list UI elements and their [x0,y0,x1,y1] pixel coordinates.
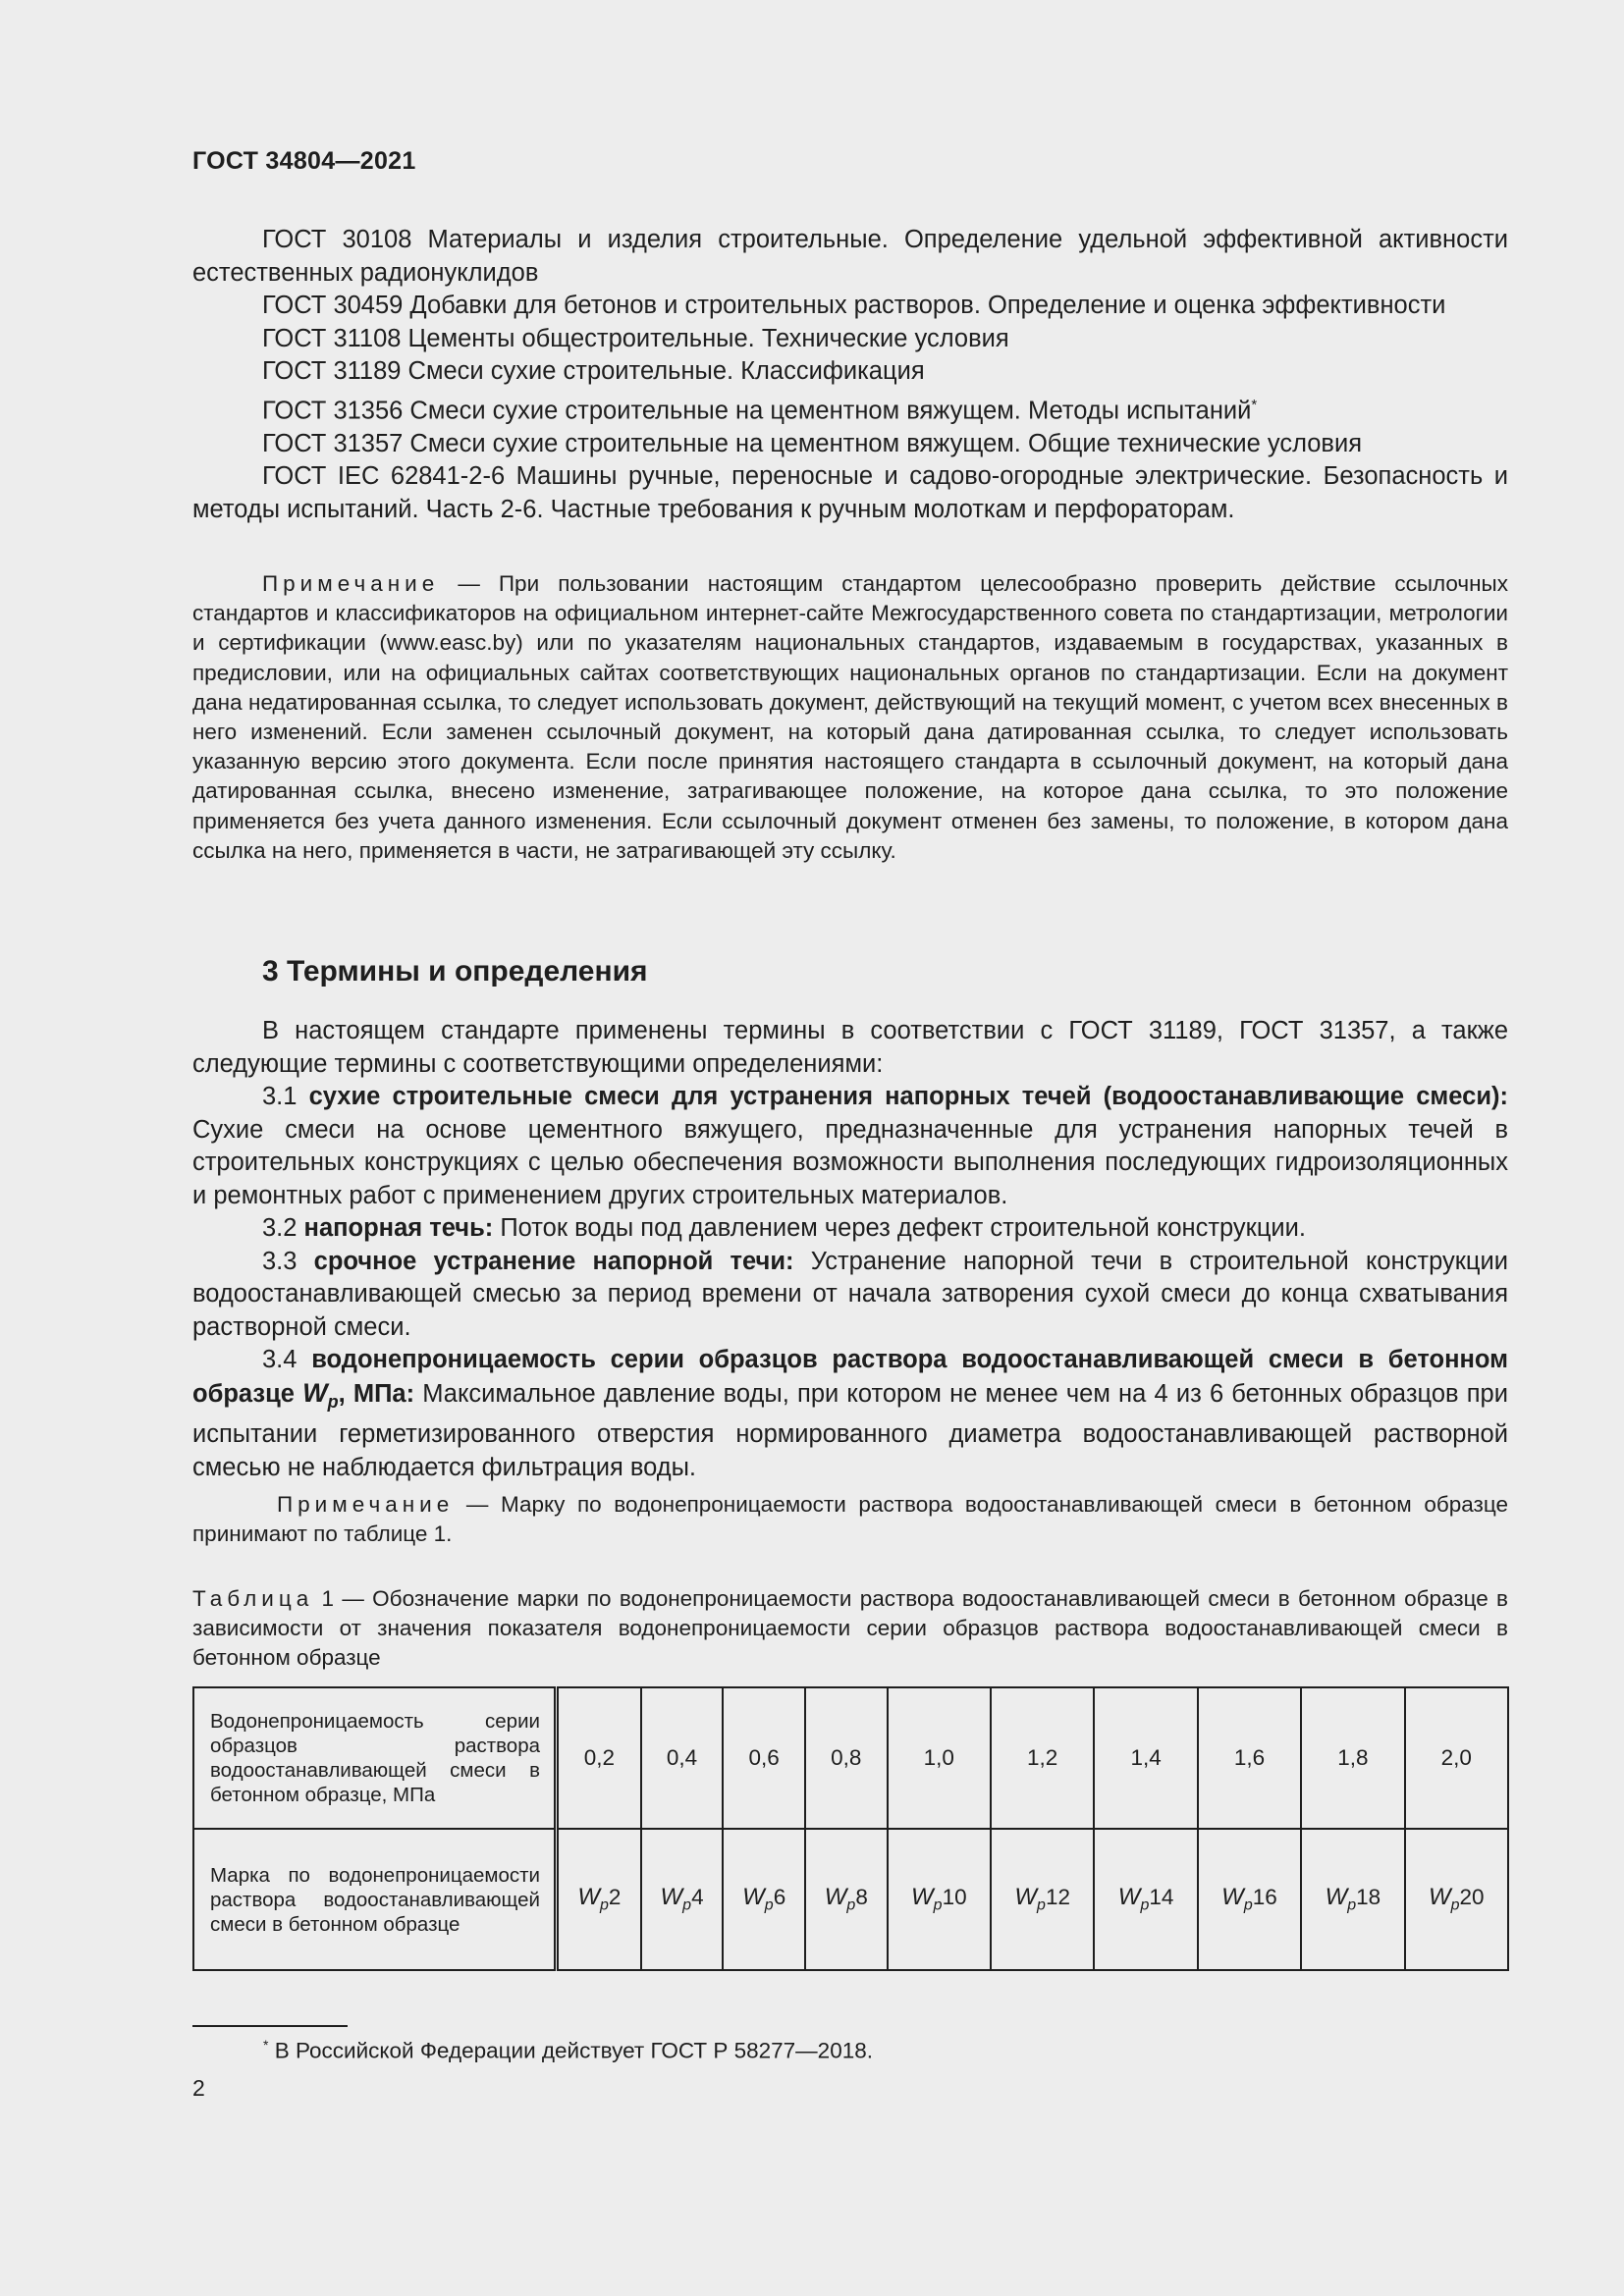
reference-item: ГОСТ 31189 Смеси сухие строительные. Классификация [262,357,925,385]
mark-symbol: W [1221,1884,1244,1911]
term-symbol [302,1377,339,1412]
normative-references [192,224,1508,526]
caption-text: 1 — Обозначение марки по водонепроницаемости раствора водоостанавливающей смеси в бетонном образце в зависимости от значения показателя водонепроницаемости серии образцов раствора водоостанавливающей смеси в бетонном образце [192,1586,1508,1671]
table-cell [1198,1829,1301,1970]
term-item [192,1344,1508,1484]
table-1 [192,1686,1509,1971]
reference-item: ГОСТ 30108 Материалы и изделия строительные. Определение удельной эффективной активности естественных радионуклидов [192,226,1508,287]
term-item [192,1081,1508,1212]
term-number: 3.4 [262,1346,298,1373]
symbol-sub: p [327,1391,339,1412]
mark-symbol: W [742,1884,765,1911]
mark-value: 10 [942,1885,967,1910]
mark-value: 20 [1459,1885,1485,1910]
mark-symbol: W [660,1884,683,1911]
term-definition: Максимальное давление воды, при котором не менее чем на 4 из 6 бетонных образцов при испытании герметизированного отверстия нормированного диаметра водоостанавливающей растворной смесью не наблюдается фильтрация воды. [192,1379,1508,1481]
note-text: — Марку по водонепроницаемости раствора водоостанавливающей смеси в бетонном образце принимают по таблице 1. [192,1492,1508,1547]
mark-sub: p [1450,1896,1460,1914]
mark-symbol: W [824,1884,847,1911]
page-number: 2 [192,2075,205,2101]
row-header: Водонепроницаемость серии образцов раствора водоостанавливающей смеси в бетонном образце, МПа [193,1687,557,1829]
note-references [192,569,1508,866]
document-header: ГОСТ 34804—2021 [192,147,416,175]
table-cell [1405,1829,1508,1970]
mark-sub: p [933,1896,943,1914]
terms-list [192,1015,1508,1484]
table-cell: 0,8 [805,1687,888,1829]
terms-intro: В настоящем стандарте применены термины в соответствии с ГОСТ 31189, ГОСТ 31357, а также следующие термины с соответствующими определениями: [192,1017,1508,1078]
table-cell [991,1829,1094,1970]
table-cell: 0,2 [557,1687,641,1829]
reference-item: ГОСТ IEC 62841-2-6 Машины ручные, переносные и садово-огородные электрические. Безопасность и методы испытаний. Часть 2-6. Частные требования к ручным молоткам и перфораторам. [192,462,1508,523]
row-header: Марка по водонепроницаемости раствора водоостанавливающей смеси в бетонном образце [193,1829,557,1970]
mark-symbol: W [1325,1884,1348,1911]
term-number: 3.1 [262,1083,298,1110]
table-cell [888,1829,991,1970]
mark-value: 14 [1149,1885,1174,1910]
table-cell: 1,0 [888,1687,991,1829]
table-cell: 1,2 [991,1687,1094,1829]
mark-symbol: W [577,1884,600,1911]
note-label: Примечание [262,571,440,596]
table-cell: 1,4 [1094,1687,1197,1829]
section-title: 3 Термины и определения [262,955,648,988]
term-name: напорная течь: [303,1214,494,1242]
mark-value: 2 [608,1885,622,1910]
footnote [263,2030,873,2066]
table-row [193,1687,1508,1829]
table-cell: 0,4 [641,1687,724,1829]
mark-symbol: W [1117,1884,1141,1911]
table-cell [805,1829,888,1970]
table-cell: 1,6 [1198,1687,1301,1829]
table-cell [1301,1829,1404,1970]
table-cell [557,1829,641,1970]
mark-sub: p [1347,1896,1357,1914]
mark-sub: p [599,1896,609,1914]
mark-sub: p [1037,1896,1046,1914]
note-text: — При пользовании настоящим стандартом целесообразно проверить действие ссылочных стандартов и классификаторов на официальном интернет-сайте Межгосударственного совета по стандартизации, метрологии и сертификации (www.easc.by) или по указателям национальных стандартов, издаваемым в государствах, указанных в предисловии, или на официальных сайтах соответствующих национальных органов по стандартизации. Если на документ дана недатированная ссылка, то следует использовать документ, действующий на текущий момент, с учетом всех внесенных в него изменений. Если заменен ссылочный документ, на который дана датированная ссылка, то следует использовать указанную версию этого документа. Если после принятия настоящего стандарта в ссылочный документ, на который дана датированная ссылка, внесено изменение, затрагивающее положение, на которое дана ссылка, то это положение применяется без учета данного изменения. Если ссылочный документ отменен без замены, то положение, в котором дана ссылка на него, применяется в части, не затрагивающей эту ссылку. [192,571,1508,863]
symbol-w: W [302,1377,328,1408]
mark-sub: p [764,1896,774,1914]
table-row [193,1829,1508,1970]
term-name: сухие строительные смеси для устранения напорных течей (водоостанавливающие смеси): [308,1083,1508,1110]
term-definition: Поток воды под давлением через дефект строительной конструкции. [500,1214,1307,1242]
mark-symbol: W [911,1884,934,1911]
footnote-mark: * [263,2037,269,2053]
term-number: 3.2 [262,1214,298,1242]
reference-item [192,389,1508,428]
mark-value: 8 [855,1885,868,1910]
table-cell [1094,1829,1197,1970]
footnote-mark: * [1251,396,1258,413]
mark-symbol: W [1014,1884,1038,1911]
mark-sub: p [1243,1896,1253,1914]
table-cell [641,1829,724,1970]
table-cell: 2,0 [1405,1687,1508,1829]
table-cell [723,1829,805,1970]
table-cell: 1,8 [1301,1687,1404,1829]
note-table-ref [192,1490,1508,1549]
term-number: 3.3 [262,1247,298,1275]
mark-value: 6 [773,1885,786,1910]
note-label: Примечание [277,1492,455,1517]
mark-sub: p [682,1896,692,1914]
caption-label: Таблица [192,1586,314,1611]
term-tail: , МПа: [338,1379,415,1408]
reference-item: ГОСТ 30459 Добавки для бетонов и строительных растворов. Определение и оценка эффективности [262,292,1446,319]
term-definition: Сухие смеси на основе цементного вяжущего, предназначенные для устранения напорных течей в строительных конструкциях с целью обеспечения возможности выполнения последующих гидроизоляционных и ремонтных работ с применением других строительных материалов. [192,1115,1508,1209]
term-name-text: водонепроницаемость серии образцов раствора водоостанавливающей смеси в бетонном образце [192,1346,1508,1408]
mark-sub: p [846,1896,856,1914]
footnote-separator [192,2025,348,2027]
term-name: срочное устранение напорной течи: [313,1247,794,1275]
term-item [192,1212,1508,1246]
mark-value: 12 [1045,1885,1070,1910]
mark-value: 4 [691,1885,704,1910]
reference-item: ГОСТ 31357 Смеси сухие строительные на цементном вяжущем. Общие технические условия [262,429,1363,457]
table-caption [192,1584,1508,1674]
mark-value: 16 [1252,1885,1277,1910]
mark-value: 18 [1356,1885,1381,1910]
term-definition: Устранение напорной течи в строительной конструкции водоостанавливающей смесью за период времени от начала затворения сухой смеси до конца схватывания растворной смеси. [192,1247,1508,1341]
term-item [192,1246,1508,1345]
mark-symbol: W [1428,1884,1451,1911]
reference-text: ГОСТ 31356 Смеси сухие строительные на цементном вяжущем. Методы испытаний [262,397,1252,424]
table-cell: 0,6 [723,1687,805,1829]
mark-sub: p [1140,1896,1150,1914]
footnote-text: В Российской Федерации действует ГОСТ Р 58277—2018. [274,2038,873,2063]
reference-item: ГОСТ 31108 Цементы общестроительные. Технические условия [262,324,1009,352]
